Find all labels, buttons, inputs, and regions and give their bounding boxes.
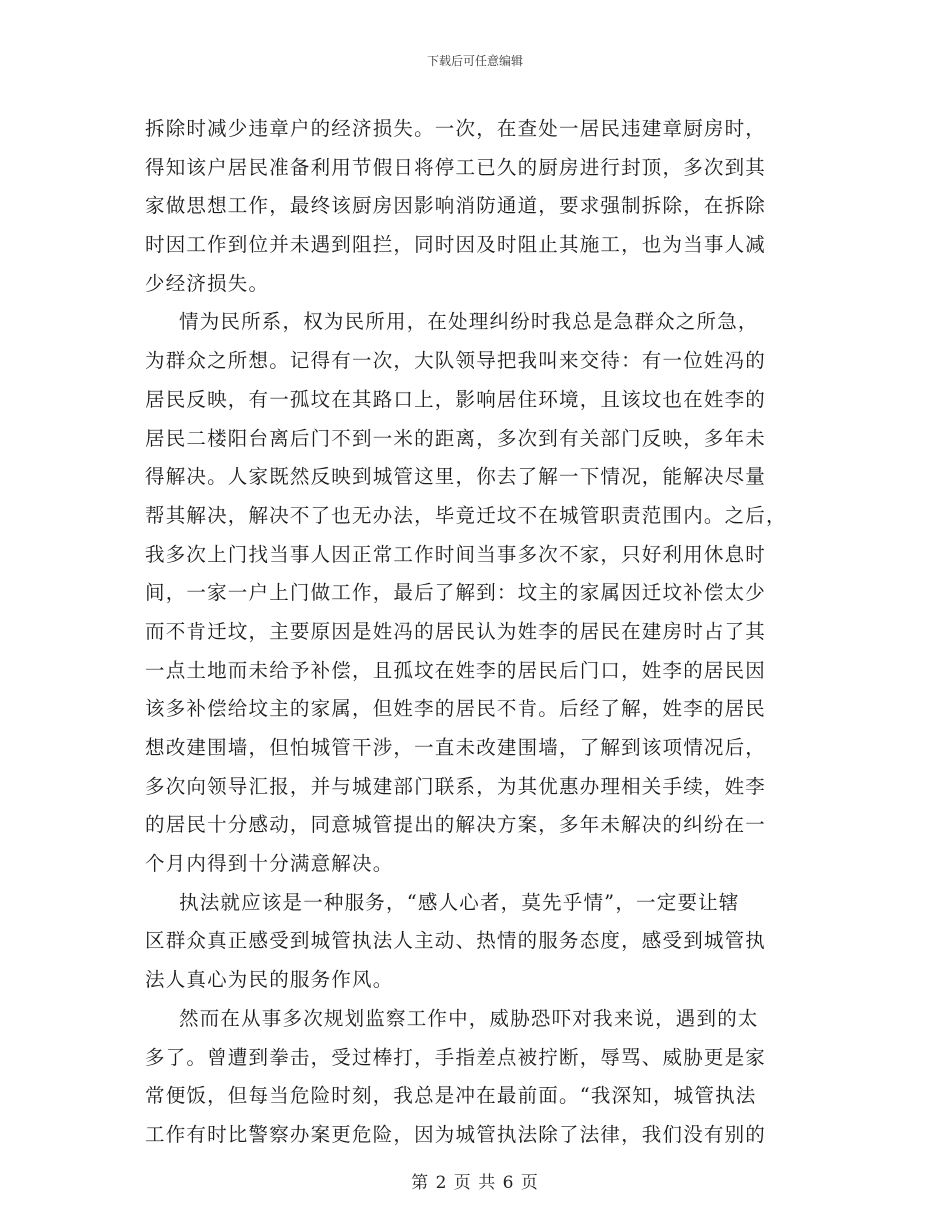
text-line: 然而在从事多次规划监察工作中，威胁恐吓对我来说，遇到的太: [179, 1006, 759, 1030]
page-footer: 第 2 页 共 6 页: [411, 1173, 539, 1193]
text-line: 得知该户居民准备利用节假日将停工已久的厨房进行封顶，多次到其: [145, 155, 767, 179]
text-line: 少经济损失。: [145, 271, 270, 295]
text-line: 拆除时减少违章户的经济损失。一次，在查处一居民违建章厨房时，: [145, 117, 767, 140]
text-line: 居民反映，有一孤坟在其路口上，影响居住环境，且该坟也在姓李的: [145, 387, 767, 411]
text-line: 家做思想工作，最终该厨房因影响消防通道，要求强制拆除，在拆除: [145, 194, 767, 218]
text-line: 多了。曾遭到拳击，受过棒打，手指差点被拧断，辱骂、威胁更是家: [145, 1045, 767, 1069]
text-line: 一点土地而未给予补偿，且孤坟在姓李的居民后门口，姓李的居民因: [145, 658, 767, 682]
text-line: 时因工作到位并未遇到阻拦，同时因及时阻止其施工，也为当事人减: [145, 233, 767, 257]
text-line: 情为民所系，权为民所用，在处理纠纷时我总是急群众之所急，: [179, 310, 759, 334]
text-line: 该多补偿给坟主的家属，但姓李的居民不肯。后经了解，姓李的居民: [145, 697, 767, 721]
text-line: 常便饭，但每当危险时刻，我总是冲在最前面。“我深知，城管执法: [145, 1084, 757, 1108]
text-line: 工作有时比警察办案更危险，因为城管执法除了法律，我们没有别的: [145, 1122, 767, 1146]
text-line: 个月内得到十分满意解决。: [145, 852, 394, 876]
document-body: [145, 110, 805, 1155]
text-line: 间，一家一户上门做工作，最后了解到：坟主的家属因迁坟补偿太少: [145, 581, 767, 605]
text-line: 的居民十分感动，同意城管提出的解决方案，多年未解决的纠纷在一: [145, 813, 767, 837]
text-line: 执法就应该是一种服务，“感人心者，莫先乎情”，一定要让辖: [179, 890, 740, 914]
text-line: 区群众真正感受到城管执法人主动、热情的服务态度，感受到城管执: [145, 929, 767, 953]
text-line: 法人真心为民的服务作风。: [145, 968, 394, 992]
text-line: 得解决。人家既然反映到城管这里，你去了解一下情况，能解决尽量: [145, 465, 767, 489]
text-line: 居民二楼阳台离后门不到一米的距离，多次到有关部门反映，多年未: [145, 426, 767, 450]
page-header: 下载后可任意编辑: [426, 54, 523, 68]
text-line: 为群众之所想。记得有一次，大队领导把我叫来交待：有一位姓冯的: [145, 349, 767, 373]
text-line: 想改建围墙，但怕城管干涉，一直未改建围墙，了解到该项情况后，: [145, 736, 767, 759]
text-line: 而不肯迁坟，主要原因是姓冯的居民认为姓李的居民在建房时占了其: [145, 619, 767, 643]
text-line: 我多次上门找当事人因正常工作时间当事多次不家，只好利用休息时: [145, 542, 767, 566]
text-line: 多次向领导汇报，并与城建部门联系，为其优惠办理相关手续，姓李: [145, 774, 767, 798]
text-line: 帮其解决，解决不了也无办法，毕竟迁坟不在城管职责范围内。之后，: [145, 503, 787, 527]
